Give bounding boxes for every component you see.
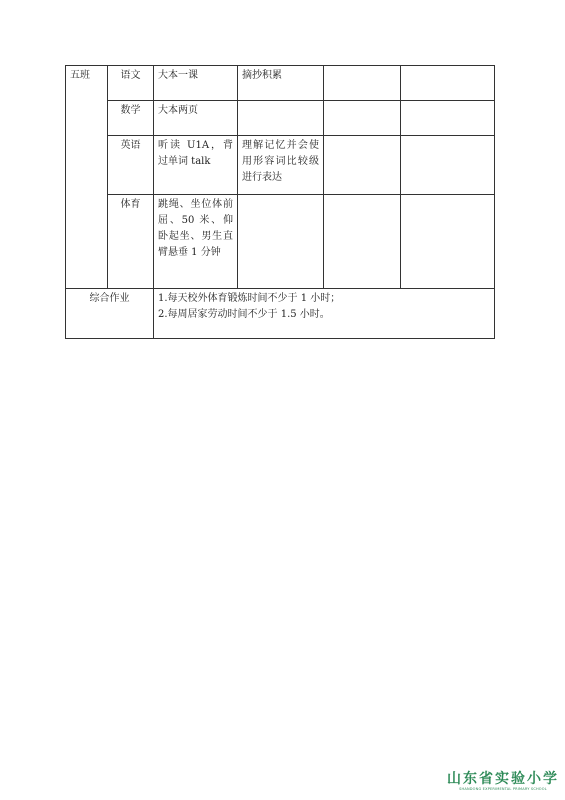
empty-cell	[401, 136, 495, 195]
empty-cell	[324, 195, 401, 289]
table-row	[66, 289, 495, 339]
table-row	[66, 136, 495, 195]
class-cell: 五班	[66, 66, 108, 289]
empty-cell	[324, 136, 401, 195]
homework-requirement: 摘抄积累	[238, 66, 324, 101]
table-row	[66, 66, 495, 101]
subject-name: 语文	[108, 66, 154, 101]
empty-cell	[401, 66, 495, 101]
subject-name: 数学	[108, 101, 154, 136]
homework-requirement	[238, 195, 324, 289]
table-row	[66, 101, 495, 136]
homework-table	[65, 65, 495, 339]
homework-content: 大本一课	[154, 66, 238, 101]
subject-name: 英语	[108, 136, 154, 195]
comprehensive-item: 1.每天校外体育锻炼时间不少于 1 小时；	[158, 293, 341, 304]
school-logo-english: SHANDONG EXPERIMENTAL PRIMARY SCHOOL	[459, 787, 547, 791]
empty-cell	[401, 195, 495, 289]
homework-content: 大本两页	[154, 101, 238, 136]
table-row	[66, 195, 495, 289]
comprehensive-item: 2.每周居家劳动时间不少于 1.5 小时。	[158, 309, 330, 320]
subject-name: 体育	[108, 195, 154, 289]
empty-cell	[324, 101, 401, 136]
homework-content: 听读 U1A，背过单词 talk	[154, 136, 238, 195]
empty-cell	[324, 66, 401, 101]
school-logo	[447, 771, 559, 792]
homework-requirement: 理解记忆并会使用形容词比较级进行表达	[238, 136, 324, 195]
homework-content: 跳绳、坐位体前屈、50 米、仰卧起坐、男生直臂悬垂 1 分钟	[154, 195, 238, 289]
comprehensive-label: 综合作业	[66, 289, 154, 339]
empty-cell	[401, 101, 495, 136]
comprehensive-items	[154, 289, 495, 339]
school-logo-name: 山东省实验小学	[447, 771, 559, 787]
homework-requirement	[238, 101, 324, 136]
